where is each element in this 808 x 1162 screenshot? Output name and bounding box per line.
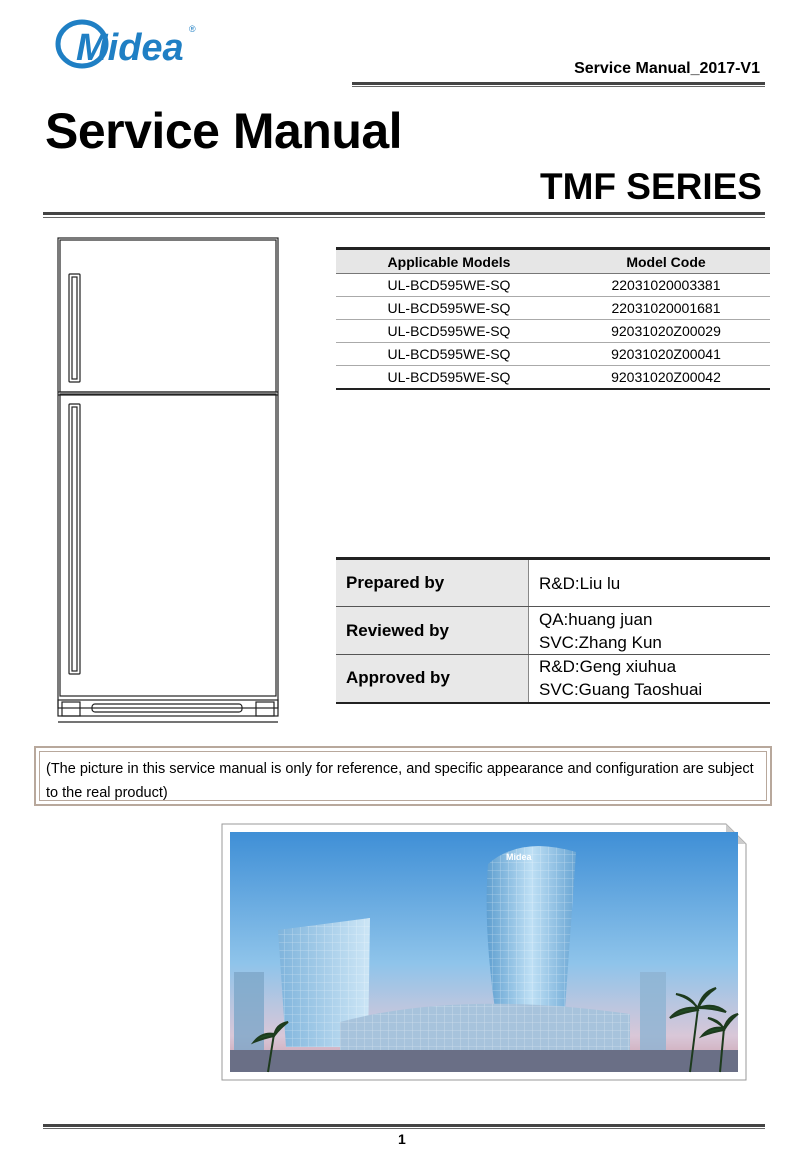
prepared-by-value (529, 559, 771, 607)
table-row (336, 297, 770, 320)
code-cell: 22031020001681 (562, 297, 770, 320)
table-header-row (336, 249, 770, 274)
models-table (336, 247, 770, 390)
page-title: Service Manual (45, 103, 403, 159)
header-rule (352, 82, 765, 85)
approved-by-value (529, 655, 771, 703)
signoff-row-reviewed (336, 607, 770, 655)
prepared-by-name: R&D:Liu lu (539, 573, 621, 593)
reviewed-by-label: Reviewed by (336, 607, 529, 655)
code-cell: 92031020Z00029 (562, 320, 770, 343)
approved-by-label: Approved by (336, 655, 529, 703)
title-rule-thin (43, 217, 765, 218)
signoff-table (336, 557, 770, 704)
refrigerator-drawing (52, 232, 284, 728)
column-header-code: Model Code (562, 249, 770, 274)
title-rule (43, 212, 765, 215)
signoff-row-approved (336, 655, 770, 703)
column-header-models: Applicable Models (336, 249, 562, 274)
table-row (336, 320, 770, 343)
reviewed-by-svc: SVC:Zhang Kun (539, 632, 662, 652)
series-title: TMF SERIES (539, 166, 762, 207)
reviewed-by-qa: QA:huang juan (539, 609, 653, 629)
model-cell: UL-BCD595WE-SQ (336, 274, 562, 297)
footer-rule-thin (43, 1128, 765, 1129)
approved-by-rd: R&D:Geng xiuhua (539, 657, 677, 677)
header-rule-thin (352, 86, 765, 87)
disclaimer-text: (The picture in this service manual is only for reference, and specific appearance and configuration are subject to the real product) (46, 761, 754, 801)
table-row (336, 274, 770, 297)
code-cell: 22031020003381 (562, 274, 770, 297)
brand-name: Midea (76, 27, 184, 69)
approved-by-svc: SVC:Guang Taoshuai (539, 680, 703, 700)
model-cell: UL-BCD595WE-SQ (336, 366, 562, 390)
page-number: 1 (398, 1131, 406, 1147)
footer-rule (43, 1124, 765, 1127)
document-reference: Service Manual_2017-V1 (574, 60, 760, 77)
headquarters-photo (220, 822, 748, 1082)
model-cell: UL-BCD595WE-SQ (336, 297, 562, 320)
tower-sign: Midea (506, 852, 532, 862)
model-cell: UL-BCD595WE-SQ (336, 343, 562, 366)
prepared-by-label: Prepared by (336, 559, 529, 607)
model-cell: UL-BCD595WE-SQ (336, 320, 562, 343)
signoff-row-prepared (336, 559, 770, 607)
registered-mark: ® (189, 24, 196, 34)
reviewed-by-value (529, 607, 771, 655)
disclaimer-box (34, 746, 772, 806)
code-cell: 92031020Z00042 (562, 366, 770, 390)
code-cell: 92031020Z00041 (562, 343, 770, 366)
table-row (336, 366, 770, 390)
table-row (336, 343, 770, 366)
midea-logo (54, 18, 204, 70)
